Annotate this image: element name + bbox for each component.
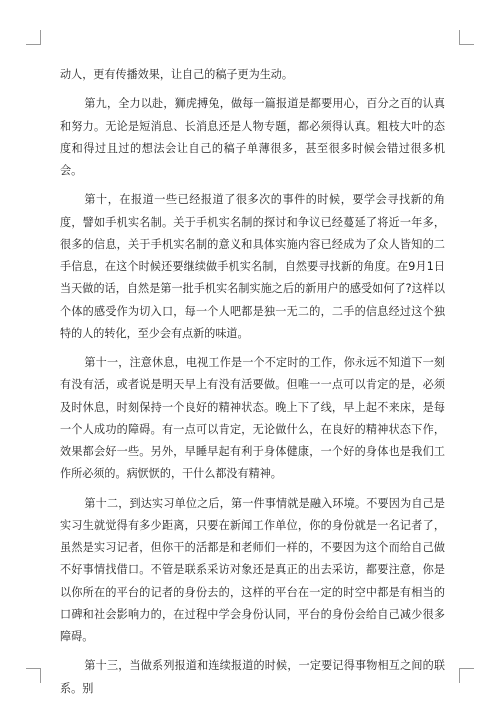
paragraph-continued: 动人，更有传播效果，让自己的稿子更为生动。 <box>60 68 293 81</box>
paragraph-ninth: 第九，全力以赴，狮虎搏兔，做每一篇报道是都要用心，百分之百的认真和努力。无论是短消息、长消息还是人物专题，都必须得认真。粗枝大叶的态度和得过且过的想法会让自己的稿子单薄很多，甚至很多时候会错过很多机会。 <box>60 97 445 177</box>
paragraph-tenth: 第十，在报道一些已经报道了很多次的事件的时候，要学会寻找新的角度，譬如手机实名制。关于手机实名制的探讨和争议已经蔓延了将近一年多，很多的信息，关于手机实名制的意义和具体实施内容已经成为了众人皆知的二手信息，在这个时候还要继续做手机实名制，自然要寻找新的角度。在9月1日当天做的话，自然是第一批手机实名制实施之后的新用户的感受如何了?这样以个体的感受作为切入口，每一个人吧都是独一无二的，二手的信息经过这个独特的人的转化，至少会有点新的味道。 <box>60 193 445 340</box>
crop-mark-top-left <box>26 30 41 45</box>
crop-mark-bottom-right <box>459 668 474 683</box>
crop-mark-top-right <box>459 30 474 45</box>
paragraph-thirteenth: 第十三，当做系列报道和连续报道的时候，一定要记得事物相互之间的联系。别 <box>60 659 445 695</box>
paragraph-twelfth: 第十二，到达实习单位之后，第一件事情就是融入环境。不要因为自己是实习生就觉得有多少距离，只要在新闻工作单位，你的身份就是一名记者了，虽然是实习记者，但你干的活都是和老师们一样的，不要因为这个而给自己做不好事情找借口。不管是联系采访对象还是真正的出去采访，都要注意，你是以你所在的平台的记者的身份去的，这样的平台在一定的时空中都是有相当的口碑和社会影响力的，在过程中学会身份认同，平台的身份会给自己减少很多障碍。 <box>60 496 445 643</box>
crop-mark-bottom-left <box>26 668 41 683</box>
paragraph-eleventh: 第十一，注意休息，电视工作是一个不定时的工作，你永远不知道下一刻有没有活，或者说是明天早上有没有活要做。但唯一一点可以肯定的是，必须及时休息，时刻保持一个良好的精神状态。晚上下了线，早上起不来床，是每一个人成功的障碍。有一点可以肯定，无论做什么，在良好的精神状态下作，效果都会好一些。另外，早睡早起有利于身体健康，一个好的身体也是我们工作所必须的。病恹恹的，干什么都没有精神。 <box>60 356 445 481</box>
document-body <box>60 64 445 707</box>
